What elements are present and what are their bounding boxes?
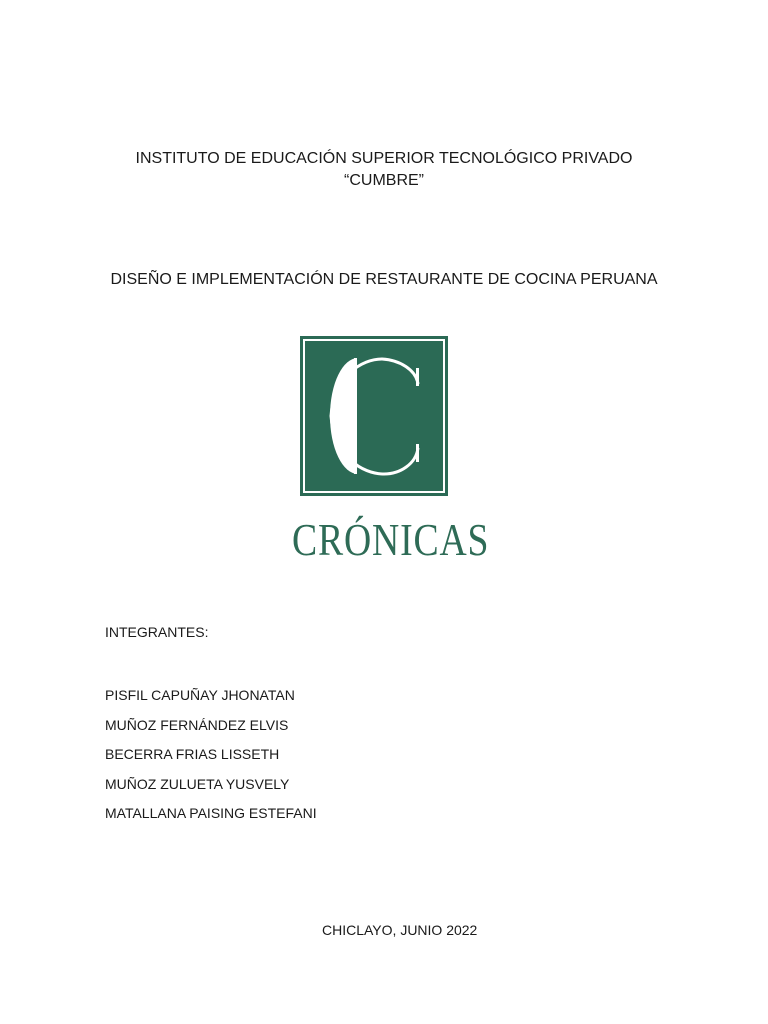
member-name: BECERRA FRIAS LISSETH bbox=[105, 746, 280, 762]
logo-c-icon bbox=[300, 336, 448, 496]
member-name: PISFIL CAPUÑAY JHONATAN bbox=[105, 687, 295, 703]
institute-line-1: INSTITUTO DE EDUCACIÓN SUPERIOR TECNOLÓGICO PRIVADO bbox=[135, 150, 633, 167]
place-and-date: CHICLAYO, JUNIO 2022 bbox=[322, 922, 478, 938]
member-name: MATALLANA PAISING ESTEFANI bbox=[105, 805, 317, 821]
institute-name bbox=[0, 148, 768, 192]
member-name: MUÑOZ FERNÁNDEZ ELVIS bbox=[105, 716, 289, 733]
project-title: DISEÑO E IMPLEMENTACIÓN DE RESTAURANTE DE COCINA PERUANA bbox=[110, 271, 658, 288]
members-list bbox=[105, 681, 317, 829]
member-name: MUÑOZ ZULUETA YUSVELY bbox=[105, 775, 290, 792]
cronicas-logo-mark bbox=[300, 336, 448, 496]
institute-line-2: “CUMBRE” bbox=[344, 172, 424, 189]
members-heading: INTEGRANTES: bbox=[105, 624, 209, 640]
logo-wordmark: CRÓNICAS bbox=[292, 514, 490, 565]
